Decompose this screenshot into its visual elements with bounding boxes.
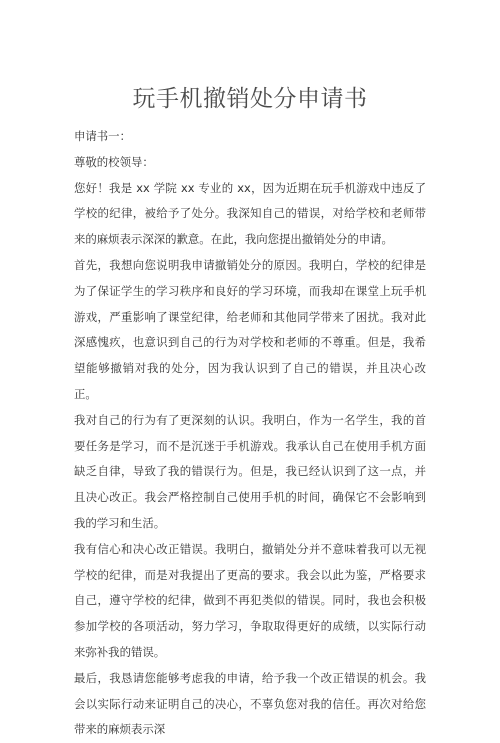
- salutation: 尊敬的校领导：: [74, 154, 154, 169]
- greeting-heading: 申请书一：: [74, 129, 131, 143]
- paragraph-closing: 最后，我恳请您能够考虑我的申请，给予我一个改正错误的机会。我会以实际行动来证明自己的决心，不辜负您对我的信任。再次对给您带来的麻烦表示深: [74, 670, 426, 737]
- document-body: [74, 124, 426, 743]
- document-title: 玩手机撤销处分申请书: [132, 86, 368, 112]
- paragraph-reason: 首先，我想向您说明我申请撤销处分的原因。我明白，学校的纪律是为了保证学生的学习秩序和良好的学习环境，而我却在课堂上玩手机游戏，严重影响了课堂纪律，给老师和其他同学带来了困扰。我对此深感愧疚，也意识到自己的行为对学校和老师的不尊重。但是，我希望能够撤销对我的处分，因为我认识到了自己的错误，并且决心改正。: [74, 257, 426, 401]
- paragraph-commitment: 我有信心和决心改正错误。我明白，撤销处分并不意味着我可以无视学校的纪律，而是对我提出了更高的要求。我会以此为鉴，严格要求自己，遵守学校的纪律，做到不再犯类似的错误。同时，我也会积极参加学校的各项活动，努力学习，争取取得更好的成绩，以实际行动来弥补我的错误。: [74, 541, 426, 659]
- paragraph-intro: 您好！我是 xx 学院 xx 专业的 xx，因为近期在玩手机游戏中违反了学校的纪律，被给予了处分。我深知自己的错误，对给学校和老师带来的麻烦表示深深的歉意。在此，我向您提出撤销处分的申请。: [74, 180, 426, 247]
- paragraph-reflection: 我对自己的行为有了更深刻的认识。我明白，作为一名学生，我的首要任务是学习，而不是沉迷于手机游戏。我承认自己在使用手机方面缺乏自律，导致了我的错误行为。但是，我已经认识到了这一点，并且决心改正。我会严格控制自己使用手机的时间，确保它不会影响到我的学习和生活。: [74, 412, 426, 530]
